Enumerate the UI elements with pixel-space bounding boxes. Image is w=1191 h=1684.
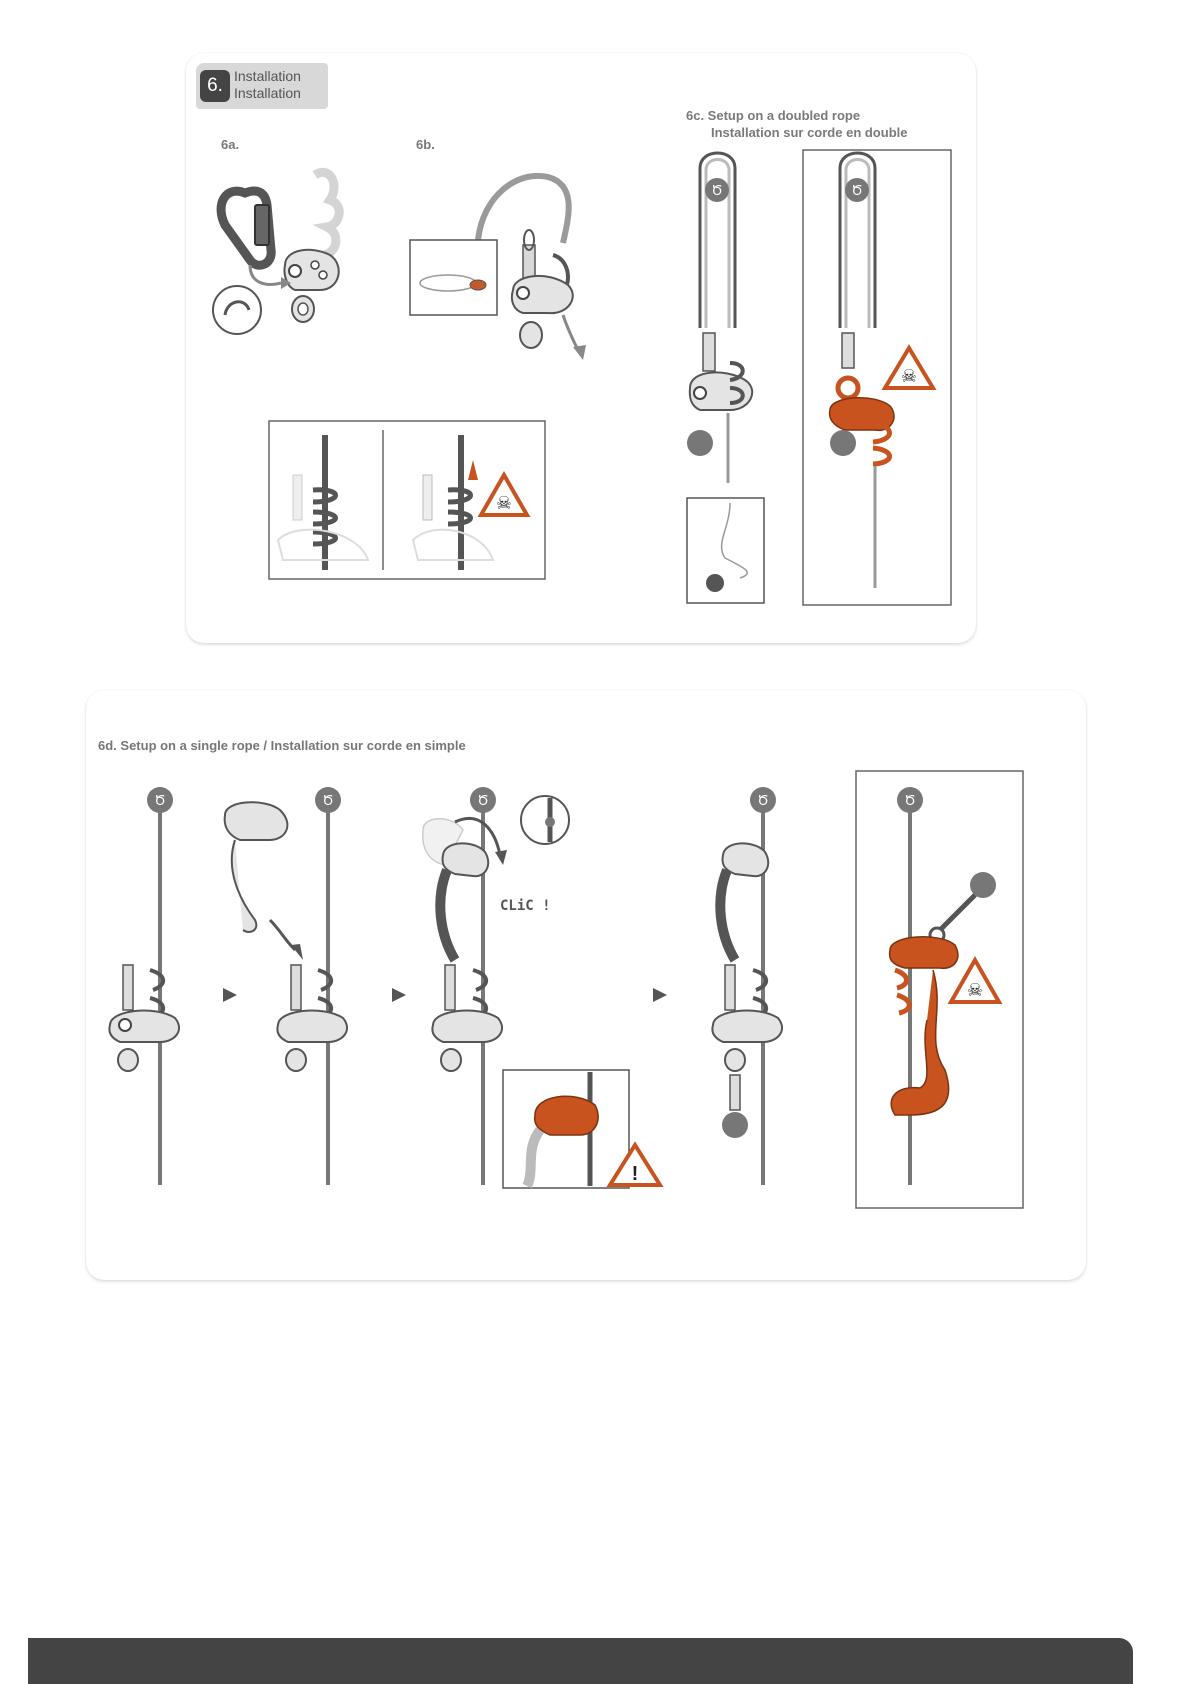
svg-text:Ծ: Ծ (477, 794, 489, 809)
svg-text:!: ! (631, 1163, 639, 1185)
arrow-right-icon (653, 988, 667, 1002)
section-number: 6. (200, 70, 230, 102)
svg-text:Ծ: Ծ (711, 184, 723, 199)
step-6c-label (686, 107, 907, 141)
step-6c-label-en: 6c. Setup on a doubled rope (686, 108, 861, 123)
step-6b-label: 6b. (416, 137, 435, 152)
step-6d-label: 6d. Setup on a single rope / Installation sur corde en simple (98, 738, 466, 753)
footer-bar (28, 1638, 1133, 1684)
svg-text:Ծ: Ծ (904, 794, 916, 809)
svg-text:Ծ: Ծ (322, 794, 334, 809)
svg-text:Ծ: Ծ (154, 794, 166, 809)
step-6b-warning-panel (268, 420, 546, 580)
step-6d-illustration (95, 770, 1025, 1210)
section-title (234, 68, 301, 102)
svg-text:☠: ☠ (900, 366, 918, 387)
step-6c-illustration (685, 148, 955, 608)
svg-text:Ծ: Ծ (851, 184, 863, 199)
svg-text:☠: ☠ (495, 493, 513, 514)
step-6c-label-fr: Installation sur corde en double (711, 125, 908, 140)
svg-text:Ծ: Ծ (757, 794, 769, 809)
arrow-right-icon (223, 988, 237, 1002)
step-6a-illustration (205, 165, 370, 345)
step-6a-label: 6a. (221, 137, 240, 152)
section-title-fr: Installation (234, 85, 301, 101)
arrow-right-icon (392, 988, 406, 1002)
step-6b-illustration (408, 165, 593, 365)
section-title-en: Installation (234, 68, 301, 84)
svg-text:☠: ☠ (966, 980, 984, 1001)
clic-callout: CLiC ! (500, 898, 551, 914)
